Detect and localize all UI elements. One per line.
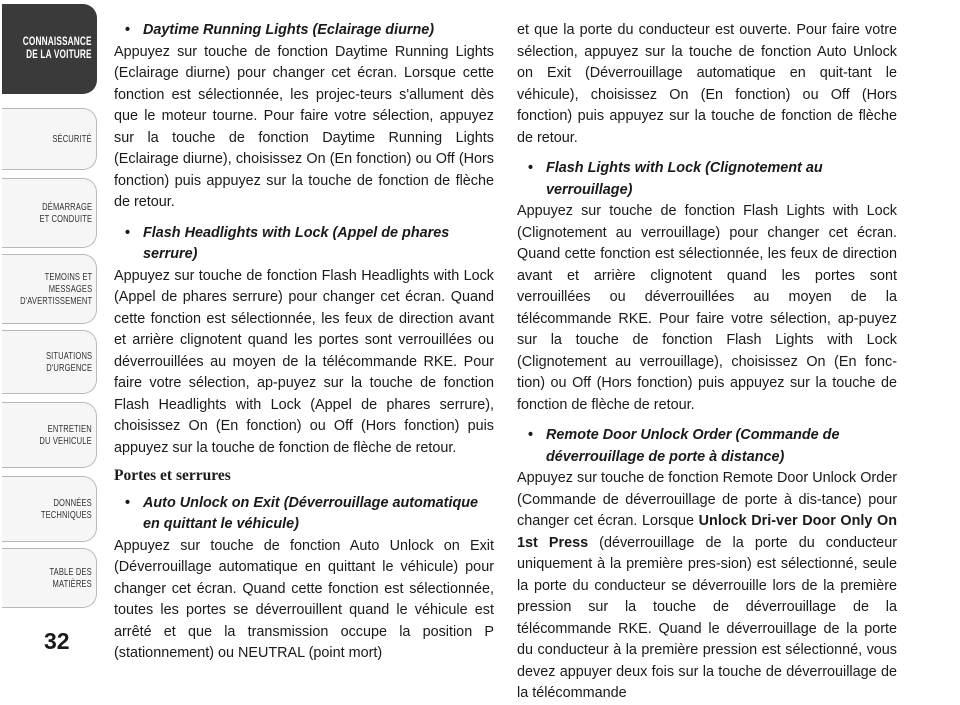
paragraph: Appuyez sur touche de fonction Auto Unlock on Exit (Déverrouillage automatique en quittant le véhicule) pour changer cet écran. Quand cette fonction est sélectionnée, toutes les portes se déverrouillent quand le véhicule est arrêté et que la transmission occupe la position P (stationnement) ou NEUTRAL (point mort): [114, 537, 494, 661]
tab-label: SÉCURITÉ: [52, 133, 92, 145]
tab-label: ENTRETIEN DU VEHICULE: [39, 423, 92, 447]
bullet-icon: •: [125, 22, 131, 38]
chapter-sidebar: [0, 0, 100, 678]
tab-label: SITUATIONS D'URGENCE: [45, 350, 92, 374]
bold-option-name: Unlock Dri-ver Door Only On 1st Press: [517, 513, 897, 551]
bullet-remote-door-unlock: • Remote Door Unlock Order (Commande de déverrouillage de porte à distance): [528, 427, 840, 465]
tab-situations-d-urgence[interactable]: [2, 330, 97, 394]
paragraph: Appuyez sur touche de fonction Flash Headlights with Lock (Appel de phares serrure) pour changer cet écran. Quand cette fonction est sélectionnée, les feux de direction avant et arrière clignotent quand les portes sont verrouillées ou déverrouillées au moyen de la télécommande RKE. Pour faire votre sélection, ap-puyez sur la touche de fonction Flash Headlights with Lock (Appel de phares serrure), choisissez On (En fonction) ou Off (Hors fonction) puis appuyez sur la touche de fonction de flèche de retour.: [114, 267, 494, 456]
tab-securite[interactable]: [2, 108, 97, 170]
section-heading: Portes et serrures: [114, 467, 231, 484]
bullet-flash-headlights: • Flash Headlights with Lock (Appel de phares serrure): [125, 224, 450, 262]
tab-label: DONNÉES TECHNIQUES: [40, 497, 92, 521]
paragraph: Appuyez sur touche de fonction Daytime Running Lights (Eclairage diurne) pour changer cet écran. Lorsque cette fonction est sélectionnée, les projec-teurs s'allument dès que le moteur tourne. Pour faire votre sélection, appuyez sur la touche de fonction Daytime Running Lights (Eclairage diurne), choisissez On (En fonction) ou Off (Hors fonction) puis appuyez sur la touche de fonction de flèche de retour.: [114, 43, 494, 210]
bullet-icon: •: [125, 224, 131, 241]
tab-connaissance-de-la-voiture[interactable]: [2, 4, 97, 94]
tab-label: CONNAISSANCE DE LA VOITURE: [23, 36, 92, 61]
paragraph: et que la porte du conducteur est ouverte. Pour faire votre sélection, appuyez sur la touche de fonction Auto Unlock on Exit (Déverrouillage automatique en quit-tant le véhicule), choisissez On (En fonction) ou Off (Hors fonction) puis appuyez sur la touche de fonction de flèche de retour.: [517, 22, 897, 146]
bullet-auto-unlock: • Auto Unlock on Exit (Déverrouillage automatique en quittant le véhicule): [125, 494, 479, 532]
bullet-icon: •: [125, 494, 131, 511]
left-column: [114, 20, 494, 665]
page-number: 32: [44, 628, 70, 654]
tab-entretien-du-vehicule[interactable]: [2, 402, 97, 468]
bullet-icon: •: [528, 160, 534, 176]
tab-label: TEMOINS ET MESSAGES D'AVERTISSEMENT: [19, 271, 92, 307]
right-column: [517, 20, 897, 705]
tab-demarrage-et-conduite[interactable]: [2, 178, 97, 248]
bullet-icon: •: [528, 427, 534, 443]
paragraph: Appuyez sur touche de fonction Flash Lights with Lock (Clignotement au verrouillage) pour changer cet écran. Quand cette fonction est sélectionnée, les feux de direction avant et arrière clignotent quand les portes sont verrouillées ou déverrouillées au moyen de la télécommande RKE. Pour faire votre sélection, ap-puyez sur la touche de fonction Flash Lights with Lock (Clignotement au verrouillage), choisissez On (En fonc-tion) ou Off (Hors fonction) puis appuyez sur la touche de fonction de flèche de retour.: [517, 203, 897, 413]
tab-label: TABLE DES MATIÈRES: [49, 566, 92, 590]
paragraph: Appuyez sur touche de fonction Remote Door Unlock Order (Commande de déverrouillage de porte à dis-tance) pour changer cet écran. Lorsque Unlock Dri-ver Door Only On 1st Press (déverrouillage de la porte du conducteur uniquement à la première pres-sion) est sélectionné, seule la porte du conducteur se déverrouille lors de la première pression sur la touche de déverrouillage de la télécommande RKE. Quand le déverrouillage de la porte du conducteur à la première pression est sélectionné, vous devez appuyer deux fois sur la touche de déverrouillage de la télécommande: [517, 470, 897, 701]
tab-label: DÉMARRAGE ET CONDUITE: [39, 201, 92, 225]
bullet-daytime-running-lights: • Daytime Running Lights (Eclairage diurne): [114, 20, 494, 42]
tab-donnees-techniques[interactable]: [2, 476, 97, 542]
tab-temoins-et-messages[interactable]: [2, 254, 97, 324]
tab-table-des-matieres[interactable]: [2, 548, 97, 608]
bullet-flash-lights-with-lock: • Flash Lights with Lock (Clignotement au verrouillage): [528, 160, 823, 198]
